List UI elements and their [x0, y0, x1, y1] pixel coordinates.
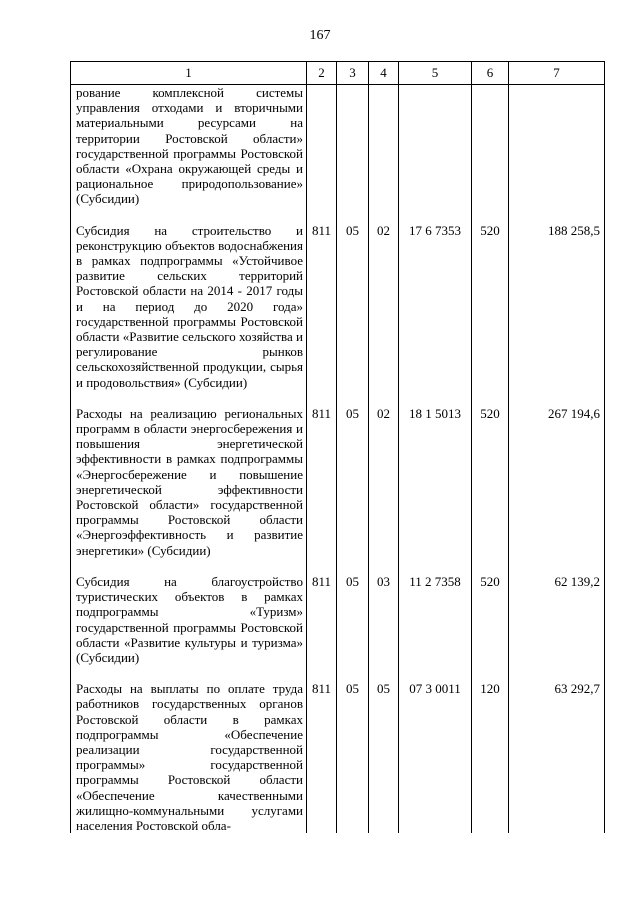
- table-row: [71, 681, 605, 833]
- target-code: 18 1 5013: [399, 406, 472, 558]
- section-code: 05: [337, 406, 369, 558]
- ministry-code: 811: [307, 223, 337, 390]
- column-header-4: 4: [369, 62, 399, 85]
- target-code: 11 2 7358: [399, 574, 472, 665]
- section-code: [337, 85, 369, 207]
- expense-type-code: 520: [472, 223, 509, 390]
- amount: 63 292,7: [509, 681, 605, 833]
- amount: 62 139,2: [509, 574, 605, 665]
- section-code: 05: [337, 574, 369, 665]
- table-row: [71, 223, 605, 390]
- column-header-7: 7: [509, 62, 605, 85]
- target-code: 17 6 7353: [399, 223, 472, 390]
- row-description: Субсидия на благоустройство туристических объектов в рамках подпрограммы «Туризм» государственной программы Ростовской области «Развитие культуры и туризма» (Субсидии): [71, 574, 307, 665]
- column-header-2: 2: [307, 62, 337, 85]
- section-code: 05: [337, 681, 369, 833]
- subsection-code: 02: [369, 406, 399, 558]
- section-code: 05: [337, 223, 369, 390]
- column-numbers-row: [71, 62, 605, 85]
- ministry-code: 811: [307, 406, 337, 558]
- page-number: 167: [309, 28, 331, 43]
- subsection-code: [369, 85, 399, 207]
- table-row: [71, 406, 605, 558]
- ministry-code: 811: [307, 681, 337, 833]
- row-description: Расходы на реализацию региональных программ в области энергосбережения и повышения энергетической эффективности в рамках подпрограммы «Энергосбережение и повышение энергетической эффективности Ростовской области» государственной программы Ростовской области «Энергоэффективность и развитие энергетики» (Субсидии): [71, 406, 307, 558]
- row-description: рование комплексной системы управления отходами и вторичными материальными ресурсами на территории Ростовской области» государственной программы Ростовской области «Охрана окружающей среды и рациональное природопользование» (Субсидии): [71, 85, 307, 207]
- expense-type-code: 520: [472, 406, 509, 558]
- column-header-1: 1: [71, 62, 307, 85]
- expense-type-code: 520: [472, 574, 509, 665]
- row-description: Расходы на выплаты по оплате труда работников государственных органов Ростовской области в рамках подпрограммы «Обеспечение реализации государственной программы» государственной программы Ростовской области «Обеспечение качественными жилищно-коммунальными услугами населения Ростовской обла-: [71, 681, 307, 833]
- table-row: [71, 85, 605, 207]
- ministry-code: 811: [307, 574, 337, 665]
- expense-type-code: 120: [472, 681, 509, 833]
- table-row: [71, 574, 605, 665]
- row-description: Субсидия на строительство и реконструкцию объектов водоснабжения в рамках подпрограммы «Устойчивое развитие сельских территорий Ростовской области на 2014 - 2017 годы и на период до 2020 года» государственной программы Ростовской области «Развитие сельского хозяйства и регулирование рынков сельскохозяйственной продукции, сырья и продовольствия» (Субсидии): [71, 223, 307, 390]
- subsection-code: 03: [369, 574, 399, 665]
- expense-type-code: [472, 85, 509, 207]
- amount: 267 194,6: [509, 406, 605, 558]
- subsection-code: 02: [369, 223, 399, 390]
- ministry-code: [307, 85, 337, 207]
- column-header-5: 5: [399, 62, 472, 85]
- amount: 188 258,5: [509, 223, 605, 390]
- subsection-code: 05: [369, 681, 399, 833]
- budget-table: [70, 61, 605, 833]
- column-header-6: 6: [472, 62, 509, 85]
- amount: [509, 85, 605, 207]
- target-code: 07 3 0011: [399, 681, 472, 833]
- column-header-3: 3: [337, 62, 369, 85]
- target-code: [399, 85, 472, 207]
